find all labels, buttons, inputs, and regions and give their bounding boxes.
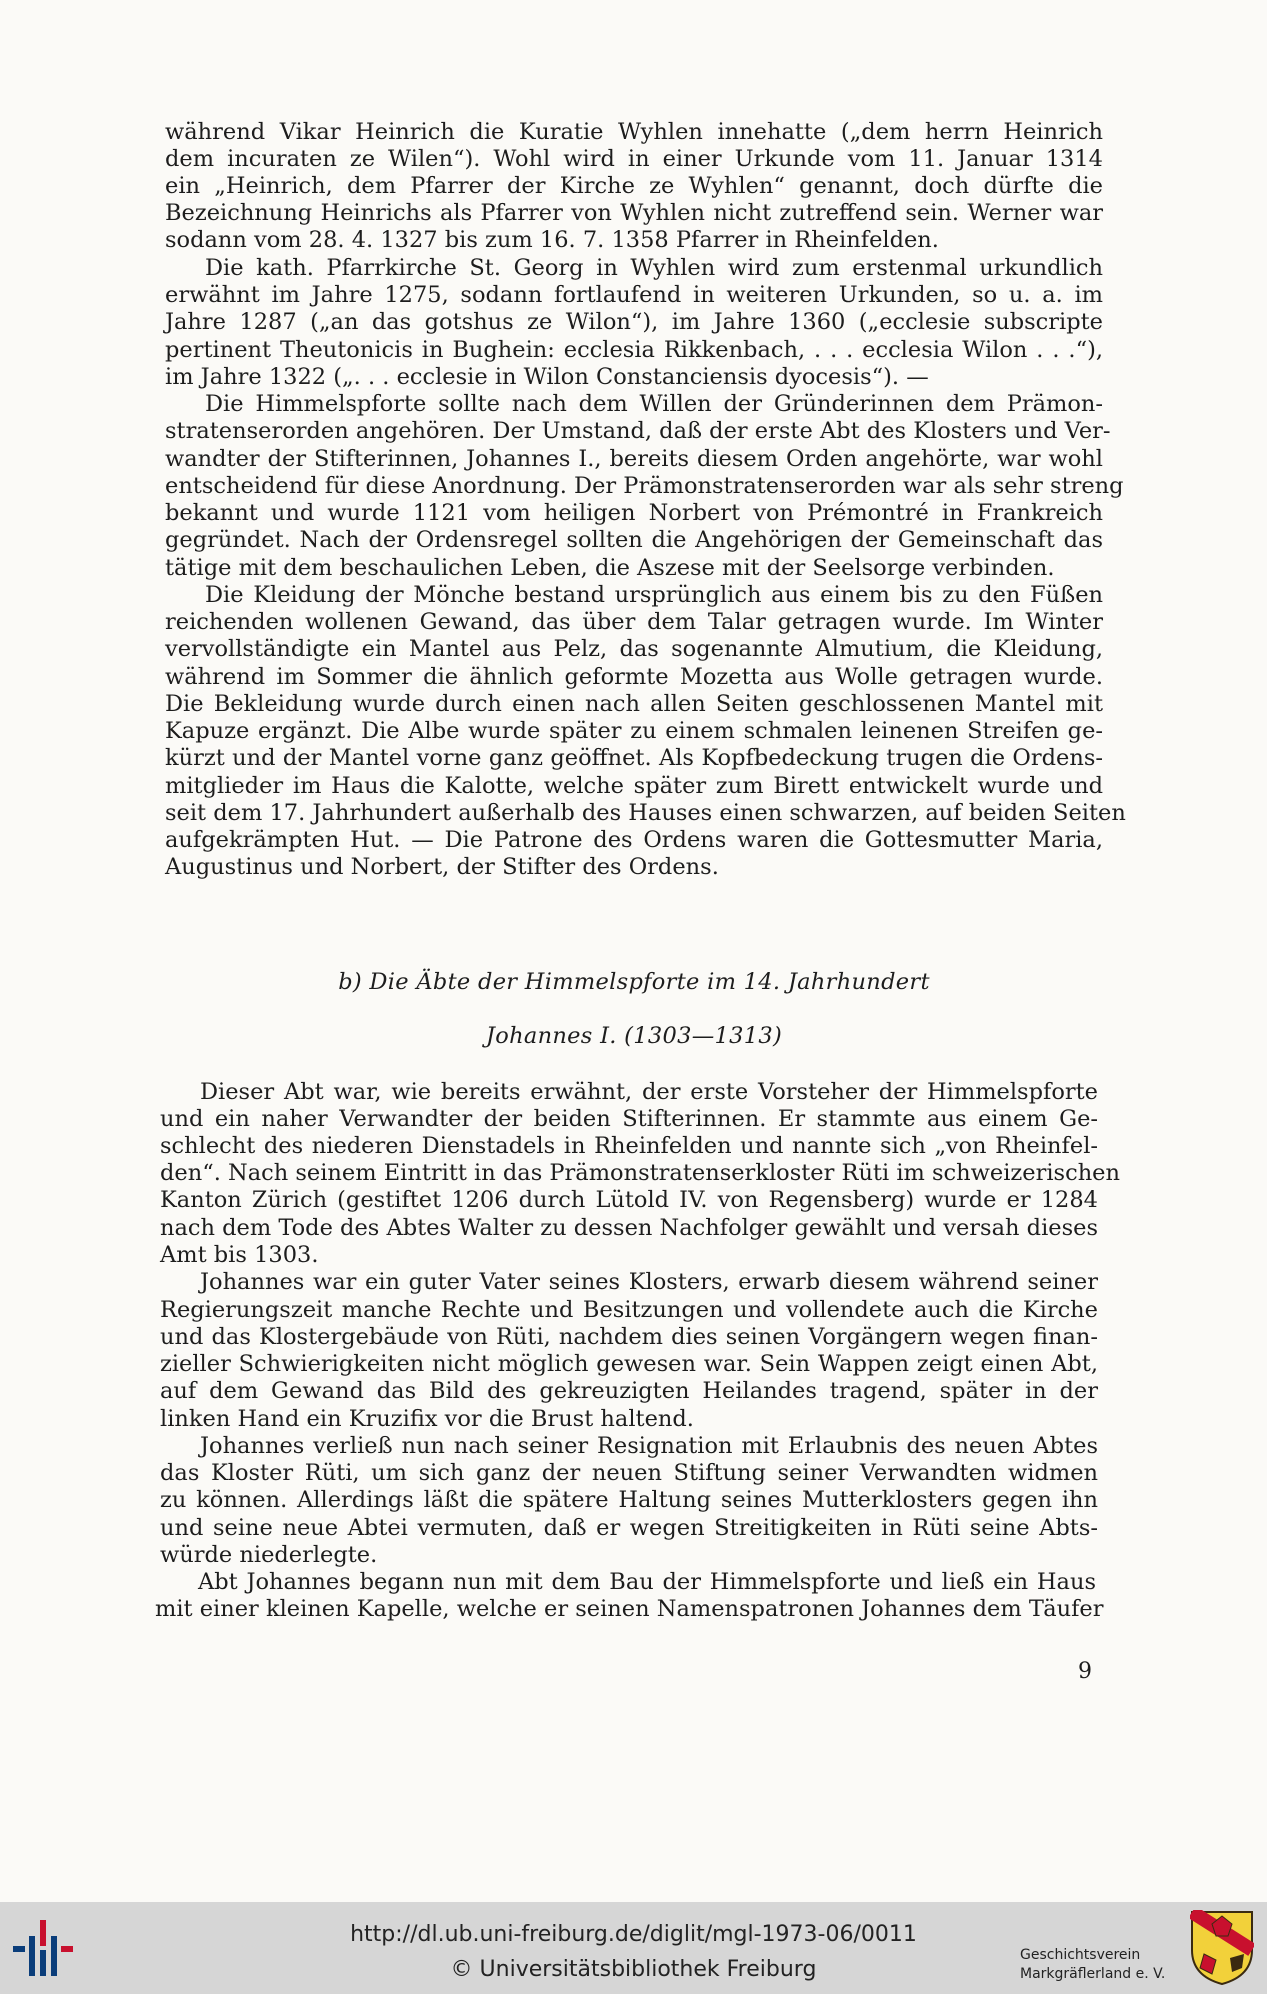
text-line: das Kloster Rüti, um sich ganz der neuen Stiftung seiner Verwandten widmen [160, 1460, 1098, 1486]
text-line: Abt Johannes begann nun mit dem Bau der Himmelspforte und ließ ein Haus [198, 1569, 1096, 1595]
text-line: und seine neue Abtei vermuten, daß er wegen Streitigkeiten in Rüti seine Abts- [160, 1515, 1098, 1541]
text-line: mit einer kleinen Kapelle, welche er seinen Namenspatronen Johannes dem Täufer [155, 1596, 1104, 1622]
text-line: pertinent Theutonicis in Bughein: ecclesia Rikkenbach, . . . ecclesia Wilon . . .“), [165, 337, 1103, 363]
text-line: tätige mit dem beschaulichen Leben, die Aszese mit der Seelsorge verbinden. [165, 555, 1055, 581]
text-line: reichenden wollenen Gewand, das über dem Talar getragen wurde. Im Winter [165, 609, 1103, 635]
page-number: 9 [1078, 1659, 1092, 1684]
text-line: während im Sommer die ähnlich geformte Mozetta aus Wolle getragen wurde. [165, 664, 1103, 690]
text-line: kürzt und der Mantel vorne ganz geöffnet. Als Kopfbedeckung trugen die Ordens- [165, 745, 1103, 771]
text-line: Die Himmelspforte sollte nach dem Willen der Gründerinnen dem Prämon- [205, 391, 1103, 417]
text-line: den“. Nach seinem Eintritt in das Prämonstratenserkloster Rüti im schweizerischen [160, 1160, 1120, 1186]
text-line: Dieser Abt war, wie bereits erwähnt, der erste Vorsteher der Himmelspforte [200, 1079, 1098, 1105]
text-line: bekannt und wurde 1121 vom heiligen Norbert von Prémontré in Frankreich [165, 500, 1103, 526]
text-line: schlecht des niederen Dienstadels in Rheinfelden und nannte sich „von Rheinfel- [160, 1133, 1098, 1159]
coat-of-arms-icon [1190, 1910, 1254, 1986]
text-line: gegründet. Nach der Ordensregel sollten die Angehörigen der Gemeinschaft das [165, 527, 1103, 553]
text-line: würde niederlegte. [160, 1542, 378, 1568]
text-line: auf dem Gewand das Bild des gekreuzigten Heilandes tragend, später in der [160, 1378, 1098, 1404]
text-line: während Vikar Heinrich die Kuratie Wyhlen innehatte („dem herrn Heinrich [165, 119, 1103, 145]
viewer-footer [0, 1902, 1267, 1994]
text-line: im Jahre 1322 („. . . ecclesie in Wilon Constanciensis dyocesis“). — [165, 364, 929, 390]
text-line: Amt bis 1303. [160, 1242, 319, 1268]
text-line: aufgekrämpten Hut. — Die Patrone des Ordens waren die Gottesmutter Maria, [165, 827, 1103, 853]
text-line: Jahre 1287 („an das gotshus ze Wilon“), im Jahre 1360 („ecclesie subscripte [165, 309, 1103, 335]
society-name-line: Markgräflerland e. V. [1020, 1966, 1166, 1982]
text-line: Augustinus und Norbert, der Stifter des Ordens. [165, 854, 719, 880]
society-name-line: Geschichtsverein [1020, 1947, 1141, 1963]
text-line: stratenserorden angehören. Der Umstand, daß der erste Abt des Klosters und Ver- [165, 418, 1111, 444]
permalink-url[interactable]: http://dl.ub.uni-freiburg.de/diglit/mgl-1973-06/0011 [350, 1922, 917, 1947]
text-line: entscheidend für diese Anordnung. Der Prämonstratenserorden war als sehr streng [165, 473, 1124, 499]
text-line: wandter der Stifterinnen, Johannes I., bereits diesem Orden angehörte, war wohl [165, 446, 1103, 472]
text-line: seit dem 17. Jahrhundert außerhalb des Hauses einen schwarzen, auf beiden Seiten [165, 800, 1126, 826]
copyright-notice: © Universitätsbibliothek Freiburg [450, 1957, 817, 1982]
text-line: Regierungszeit manche Rechte und Besitzungen und vollendete auch die Kirche [160, 1297, 1098, 1323]
text-line: ein „Heinrich, dem Pfarrer der Kirche ze Wyhlen“ genannt, doch dürfte die [165, 173, 1103, 199]
society-name [1020, 1946, 1165, 1984]
text-line: Bezeichnung Heinrichs als Pfarrer von Wyhlen nicht zutreffend sein. Werner war [165, 200, 1103, 226]
text-line: Die kath. Pfarrkirche St. Georg in Wyhlen wird zum erstenmal urkundlich [205, 255, 1103, 281]
text-line: mitglieder im Haus die Kalotte, welche später zum Birett entwickelt wurde und [165, 773, 1103, 799]
text-line: dem incuraten ze Wilen“). Wohl wird in einer Urkunde vom 11. Januar 1314 [165, 146, 1103, 172]
text-line: und das Klostergebäude von Rüti, nachdem dies seinen Vorgängern wegen finan- [160, 1324, 1098, 1350]
text-line: vervollständigte ein Mantel aus Pelz, das sogenannte Almutium, die Kleidung, [165, 636, 1103, 662]
text-line: nach dem Tode des Abtes Walter zu dessen Nachfolger gewählt und versah dieses [160, 1215, 1098, 1241]
text-line: erwähnt im Jahre 1275, sodann fortlaufend in weiteren Urkunden, so u. a. im [165, 282, 1103, 308]
text-line: zu können. Allerdings läßt die spätere Haltung seines Mutterklosters gegen ihn [160, 1487, 1098, 1513]
section-heading: b) Die Äbte der Himmelspforte im 14. Jahrhundert [338, 969, 930, 995]
text-line: Die Bekleidung wurde durch einen nach allen Seiten geschlossenen Mantel mit [165, 691, 1103, 717]
text-line: Johannes verließ nun nach seiner Resignation mit Erlaubnis des neuen Abtes [200, 1433, 1098, 1459]
text-line: Johannes war ein guter Vater seines Klosters, erwarb diesem während seiner [200, 1269, 1098, 1295]
text-line: sodann vom 28. 4. 1327 bis zum 16. 7. 1358 Pfarrer in Rheinfelden. [165, 227, 939, 253]
text-line: linken Hand ein Kruzifix vor die Brust haltend. [160, 1406, 694, 1432]
subsection-heading: Johannes I. (1303—1313) [485, 1023, 783, 1049]
text-line: und ein naher Verwandter der beiden Stifterinnen. Er stammte aus einem Ge- [160, 1106, 1098, 1132]
text-line: Die Kleidung der Mönche bestand ursprünglich aus einem bis zu den Füßen [205, 582, 1103, 608]
text-line: Kanton Zürich (gestiftet 1206 durch Lütold IV. von Regensberg) wurde er 1284 [160, 1187, 1098, 1213]
text-line: Kapuze ergänzt. Die Albe wurde später zu einem schmalen leinenen Streifen ge- [165, 718, 1103, 744]
text-line: zieller Schwierigkeiten nicht möglich gewesen war. Sein Wappen zeigt einen Abt, [160, 1351, 1098, 1377]
